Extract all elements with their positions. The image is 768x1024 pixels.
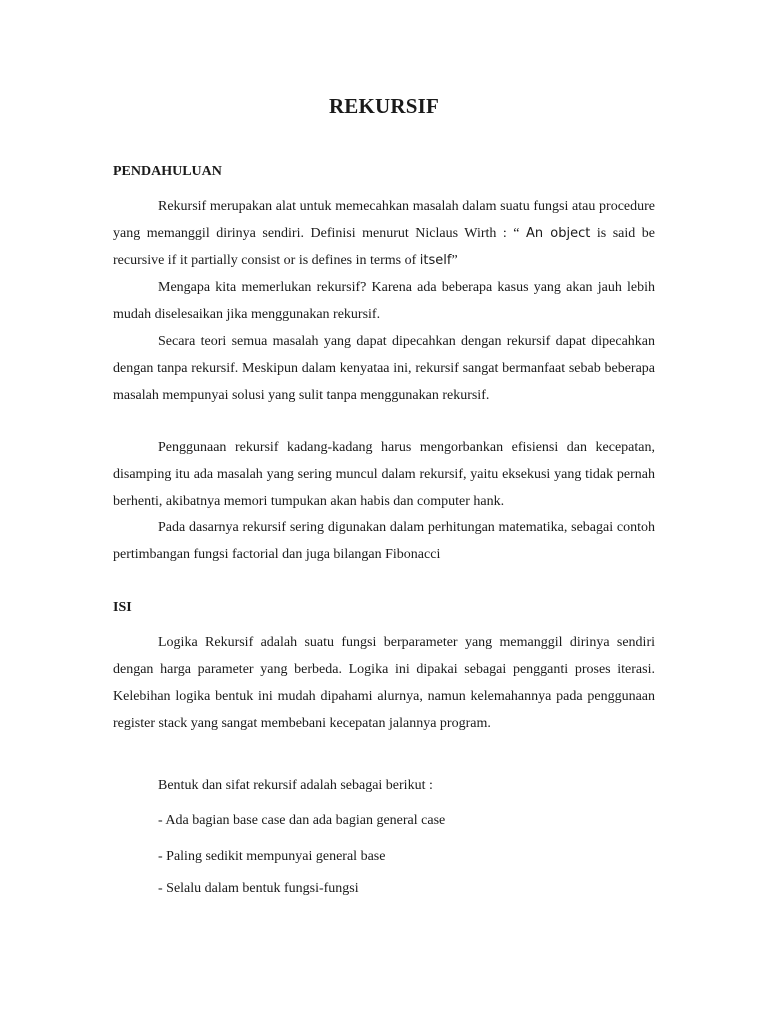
paragraph-definisi-text-a: Rekursif merupakan alat untuk memecahkan masalah dalam suatu fungsi atau procedure yang memanggil dirinya sendiri. Definisi menurut Niclaus Wirth : “ (113, 199, 655, 241)
list-item: - Paling sedikit mempunyai general base (158, 849, 386, 864)
paragraph-penggunaan: Penggunaan rekursif kadang-kadang harus mengorbankan efisiensi dan kecepatan, disamping itu ada masalah yang sering muncul dalam rekursif, yaitu eksekusi yang tidak pernah berhenti, akibatnya memori tumpukan akan habis dan computer hank. (113, 440, 655, 509)
paragraph-definisi-quote-a: An object (526, 225, 591, 241)
list-intro: Bentuk dan sifat rekursif adalah sebagai berikut : (158, 778, 433, 793)
paragraph-logika: Logika Rekursif adalah suatu fungsi berparameter yang memanggil dirinya sendiri dengan harga parameter yang berbeda. Logika ini dipakai sebagai pengganti proses iterasi. Kelebihan logika bentuk ini mudah dipahami alurnya, namun kelemahannya pada penggunaan register stack yang sangat membebani kecepatan jalannya program. (113, 635, 655, 731)
paragraph-alasan: Mengapa kita memerlukan rekursif? Karena ada beberapa kasus yang akan jauh lebih mudah diselesaikan jika menggunakan rekursif. (113, 280, 655, 322)
list-item: - Ada bagian base case dan ada bagian general case (158, 813, 446, 828)
document-title: REKURSIF (328, 94, 440, 118)
paragraph-definisi-text-c: ” (451, 252, 458, 268)
paragraph-teori: Secara teori semua masalah yang dapat dipecahkan dengan rekursif dapat dipecahkan dengan tanpa rekursif. Meskipun dalam kenyataa ini, rekursif sangat bermanfaat sebab beberapa masalah mempunyai solusi yang sulit tanpa menggunakan rekursif. (113, 334, 655, 403)
paragraph-dasar: Pada dasarnya rekursif sering digunakan dalam perhitungan matematika, sebagai contoh pertimbangan fungsi factorial dan juga bilangan Fibonacci (113, 520, 655, 562)
section-heading-isi: ISI (113, 600, 132, 615)
section-heading-pendahuluan: PENDAHULUAN (113, 164, 222, 179)
paragraph-definisi (113, 194, 655, 275)
paragraph-definisi-text-b: is said be recursive if it partially consist or is defines in terms of (113, 225, 656, 268)
list-item: - Selalu dalam bentuk fungsi-fungsi (158, 881, 359, 896)
paragraph-definisi-quote-b: itself (419, 252, 452, 268)
